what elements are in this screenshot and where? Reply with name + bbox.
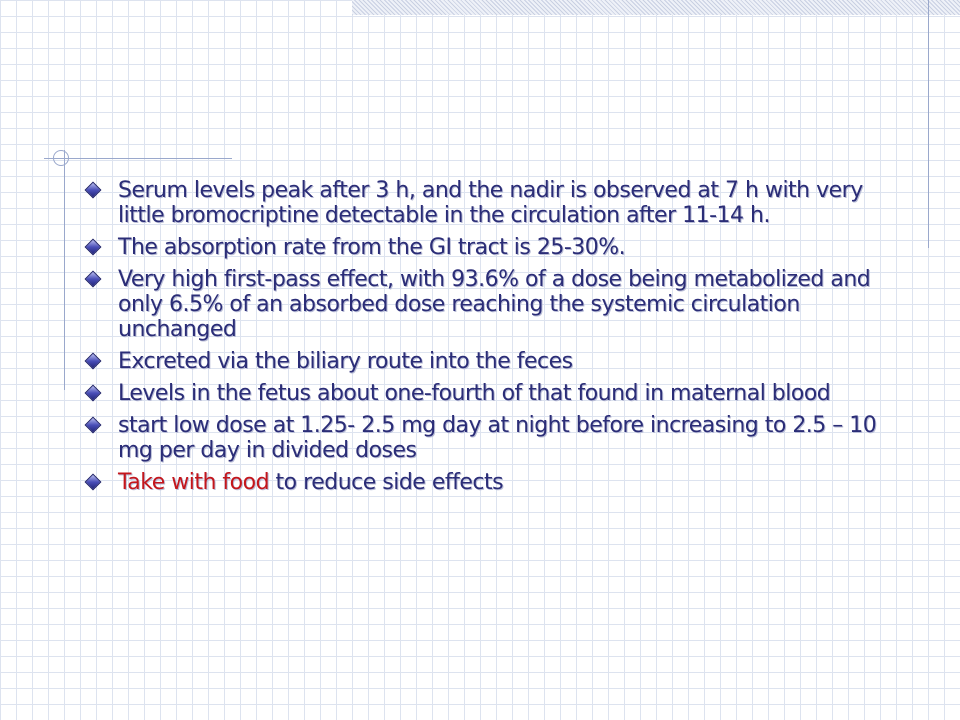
bullet-text: to reduce side effects [269,470,504,495]
diamond-bullet-icon [85,239,102,256]
list-item [84,413,884,463]
diamond-bullet-icon [85,271,102,288]
left-decorative-line [64,150,65,390]
list-item [84,267,884,342]
corner-circle-ornament [53,150,69,166]
diamond-bullet-icon [85,417,102,434]
horizontal-decorative-line [44,158,232,159]
bullet-text: start low dose at 1.25- 2.5 mg day at night before increasing to 2.5 – 10 mg per day in divided doses [118,413,877,463]
bullet-text: The absorption rate from the GI tract is 25-30%. [118,235,626,260]
diamond-bullet-icon [85,474,102,491]
diamond-bullet-icon [85,182,102,199]
list-item [84,381,884,406]
bullet-text: Very high first-pass effect, with 93.6% of a dose being metabolized and only 6.5% of an absorbed dose reaching the systemic circulation unchanged [118,267,871,342]
highlight-text: Take with food [118,470,270,495]
top-decorative-band [352,0,960,15]
list-item [84,349,884,374]
list-item [84,235,884,260]
diamond-bullet-icon [85,385,102,402]
diamond-bullet-icon [85,353,102,370]
right-decorative-line [928,0,929,248]
bullet-text: Excreted via the biliary route into the feces [118,349,573,374]
bullet-text: Serum levels peak after 3 h, and the nadir is observed at 7 h with very little bromocriptine detectable in the circulation after 11-14 h. [118,178,863,228]
bullet-text: Levels in the fetus about one-fourth of that found in maternal blood [118,381,831,406]
list-item [84,470,884,495]
list-item [84,178,884,228]
bullet-list [84,178,884,502]
